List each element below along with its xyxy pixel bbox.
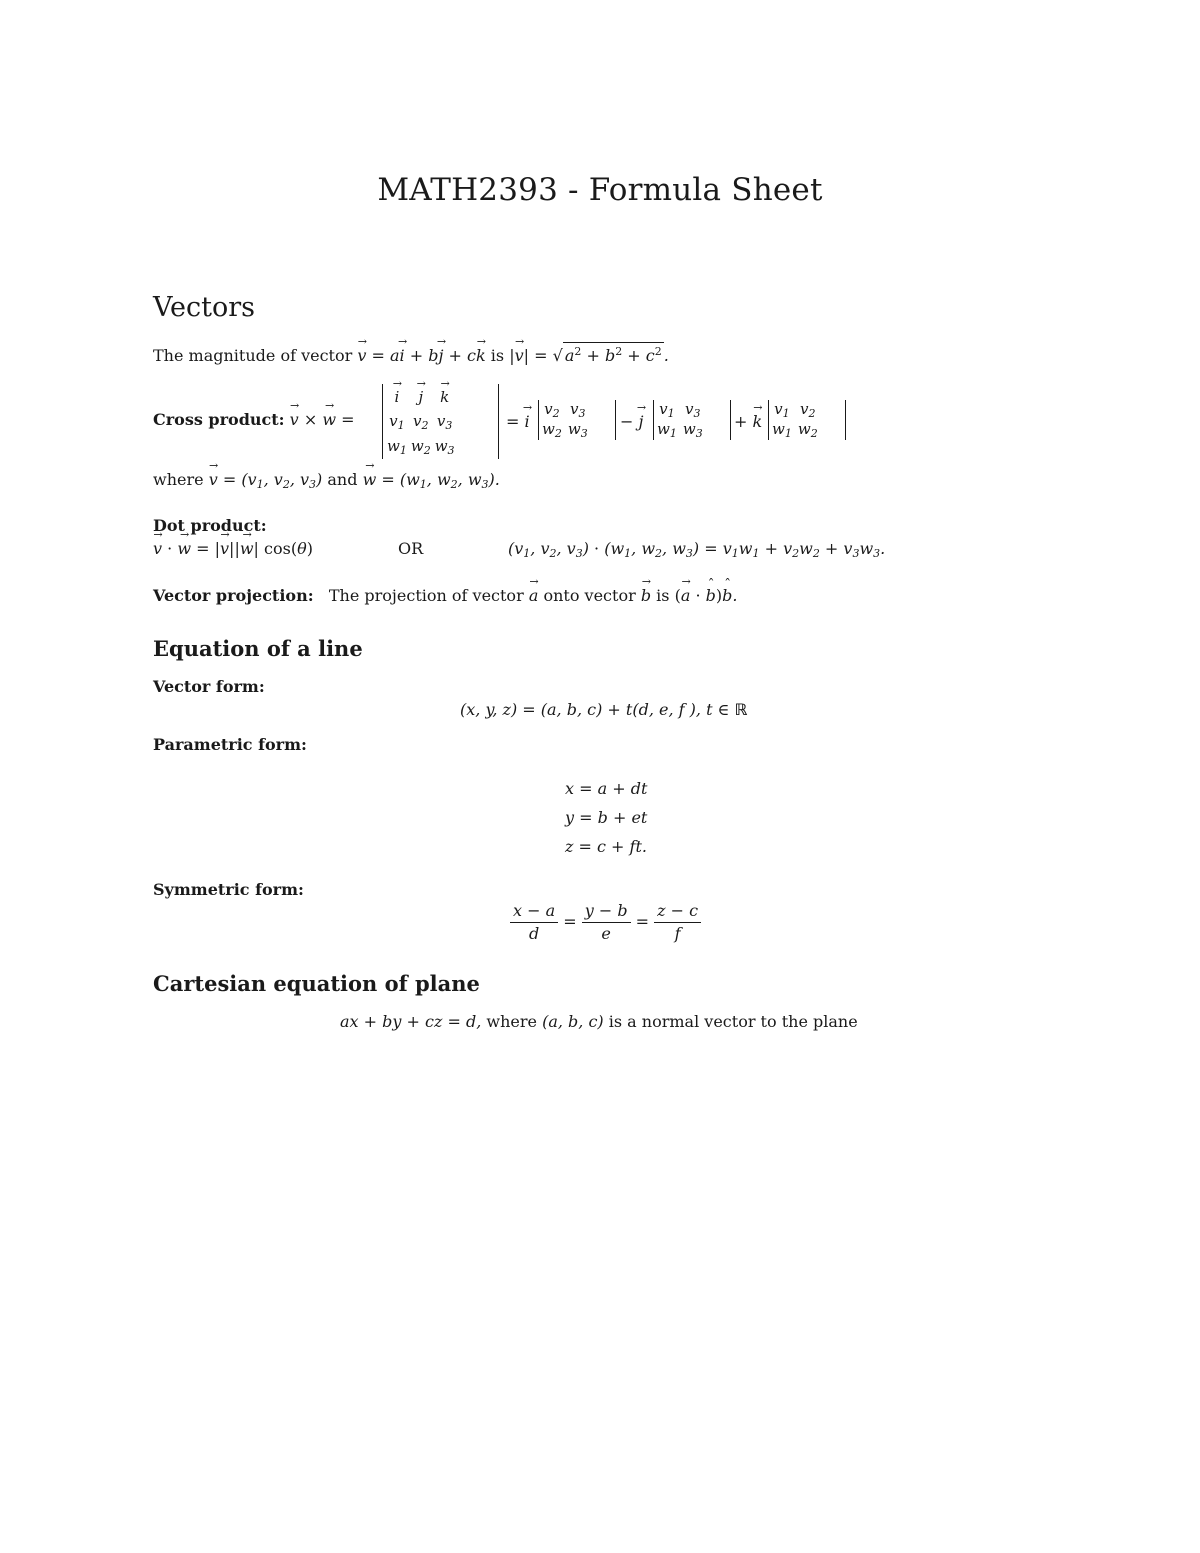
dot-product-or: OR (398, 539, 424, 558)
vector-projection-label: Vector projection: (153, 586, 314, 605)
parametric-form-label: Parametric form: (153, 735, 307, 754)
minor-determinant-i: $v_2$ $v_3$ $w_2$ $w_3$ (538, 400, 616, 440)
dot-product-label: Dot product: (153, 516, 267, 535)
vector-form-equation: (x, y, z) = (a, b, c) + t(d, e, f ), t ∈ ℝ (460, 700, 748, 719)
magnitude-formula: The magnitude of vector → v = a→ i + b→ j + c→ k is |→ v| = √ $a^2 + b^2 + c^2$ . (153, 342, 669, 365)
symmetric-form-label: Symmetric form: (153, 880, 304, 899)
vector-form-label: Vector form: (153, 677, 265, 696)
section-heading-vectors: Vectors (153, 292, 255, 323)
magnitude-is: is (490, 346, 505, 365)
section-heading-line: Equation of a line (153, 636, 363, 661)
parametric-equation-z: z = c + ft. (565, 837, 647, 856)
cross-product-where: where → $v = (v_1$, $v_2$, $v_3$) and → $w = (w_1$, $w_2$, $w_3$). (153, 470, 500, 491)
symmetric-form-equation: $\frac{x - a}{d}$ = $\frac{y - b}{e}$ = $\frac{z - c}{f}$ (510, 900, 701, 945)
parametric-equation-y: y = b + et (565, 808, 648, 827)
cross-product-label: Cross product: (153, 410, 285, 429)
magnitude-prefix: The magnitude of vector (153, 346, 353, 365)
parametric-equation-x: x = a + dt (565, 779, 648, 798)
plane-equation: ax + by + cz = d, where (a, b, c) is a normal vector to the plane (340, 1012, 858, 1031)
page-title: MATH2393 - Formula Sheet (377, 172, 823, 208)
minor-determinant-j: $v_1$ $v_3$ $w_1$ $w_3$ (653, 400, 731, 440)
cross-product-determinant: → i → j → k $v_1$ $v_2$ $v_3$ $w_1$ $w_2$ $w_3$ (382, 384, 499, 459)
cross-product-label-row: Cross product: → v × → w = (153, 410, 355, 429)
dot-product-formula-2: ($v_1$, $v_2$, $v_3) \cdot (w_1$, $w_2$, $w_3) = v_1w_1 + v_2w_2 + v_3w_3$. (508, 539, 886, 560)
vector-projection-row: Vector projection: The projection of vector → a onto vector → b is (→ a · ˆ b)ˆ b. (153, 586, 738, 605)
dot-product-formula-1: → v · → w = |→ v||→ w| cos(θ) (153, 539, 313, 558)
section-heading-plane: Cartesian equation of plane (153, 971, 480, 996)
minor-determinant-k: $v_1$ $v_2$ $w_1$ $w_2$ (768, 400, 846, 440)
